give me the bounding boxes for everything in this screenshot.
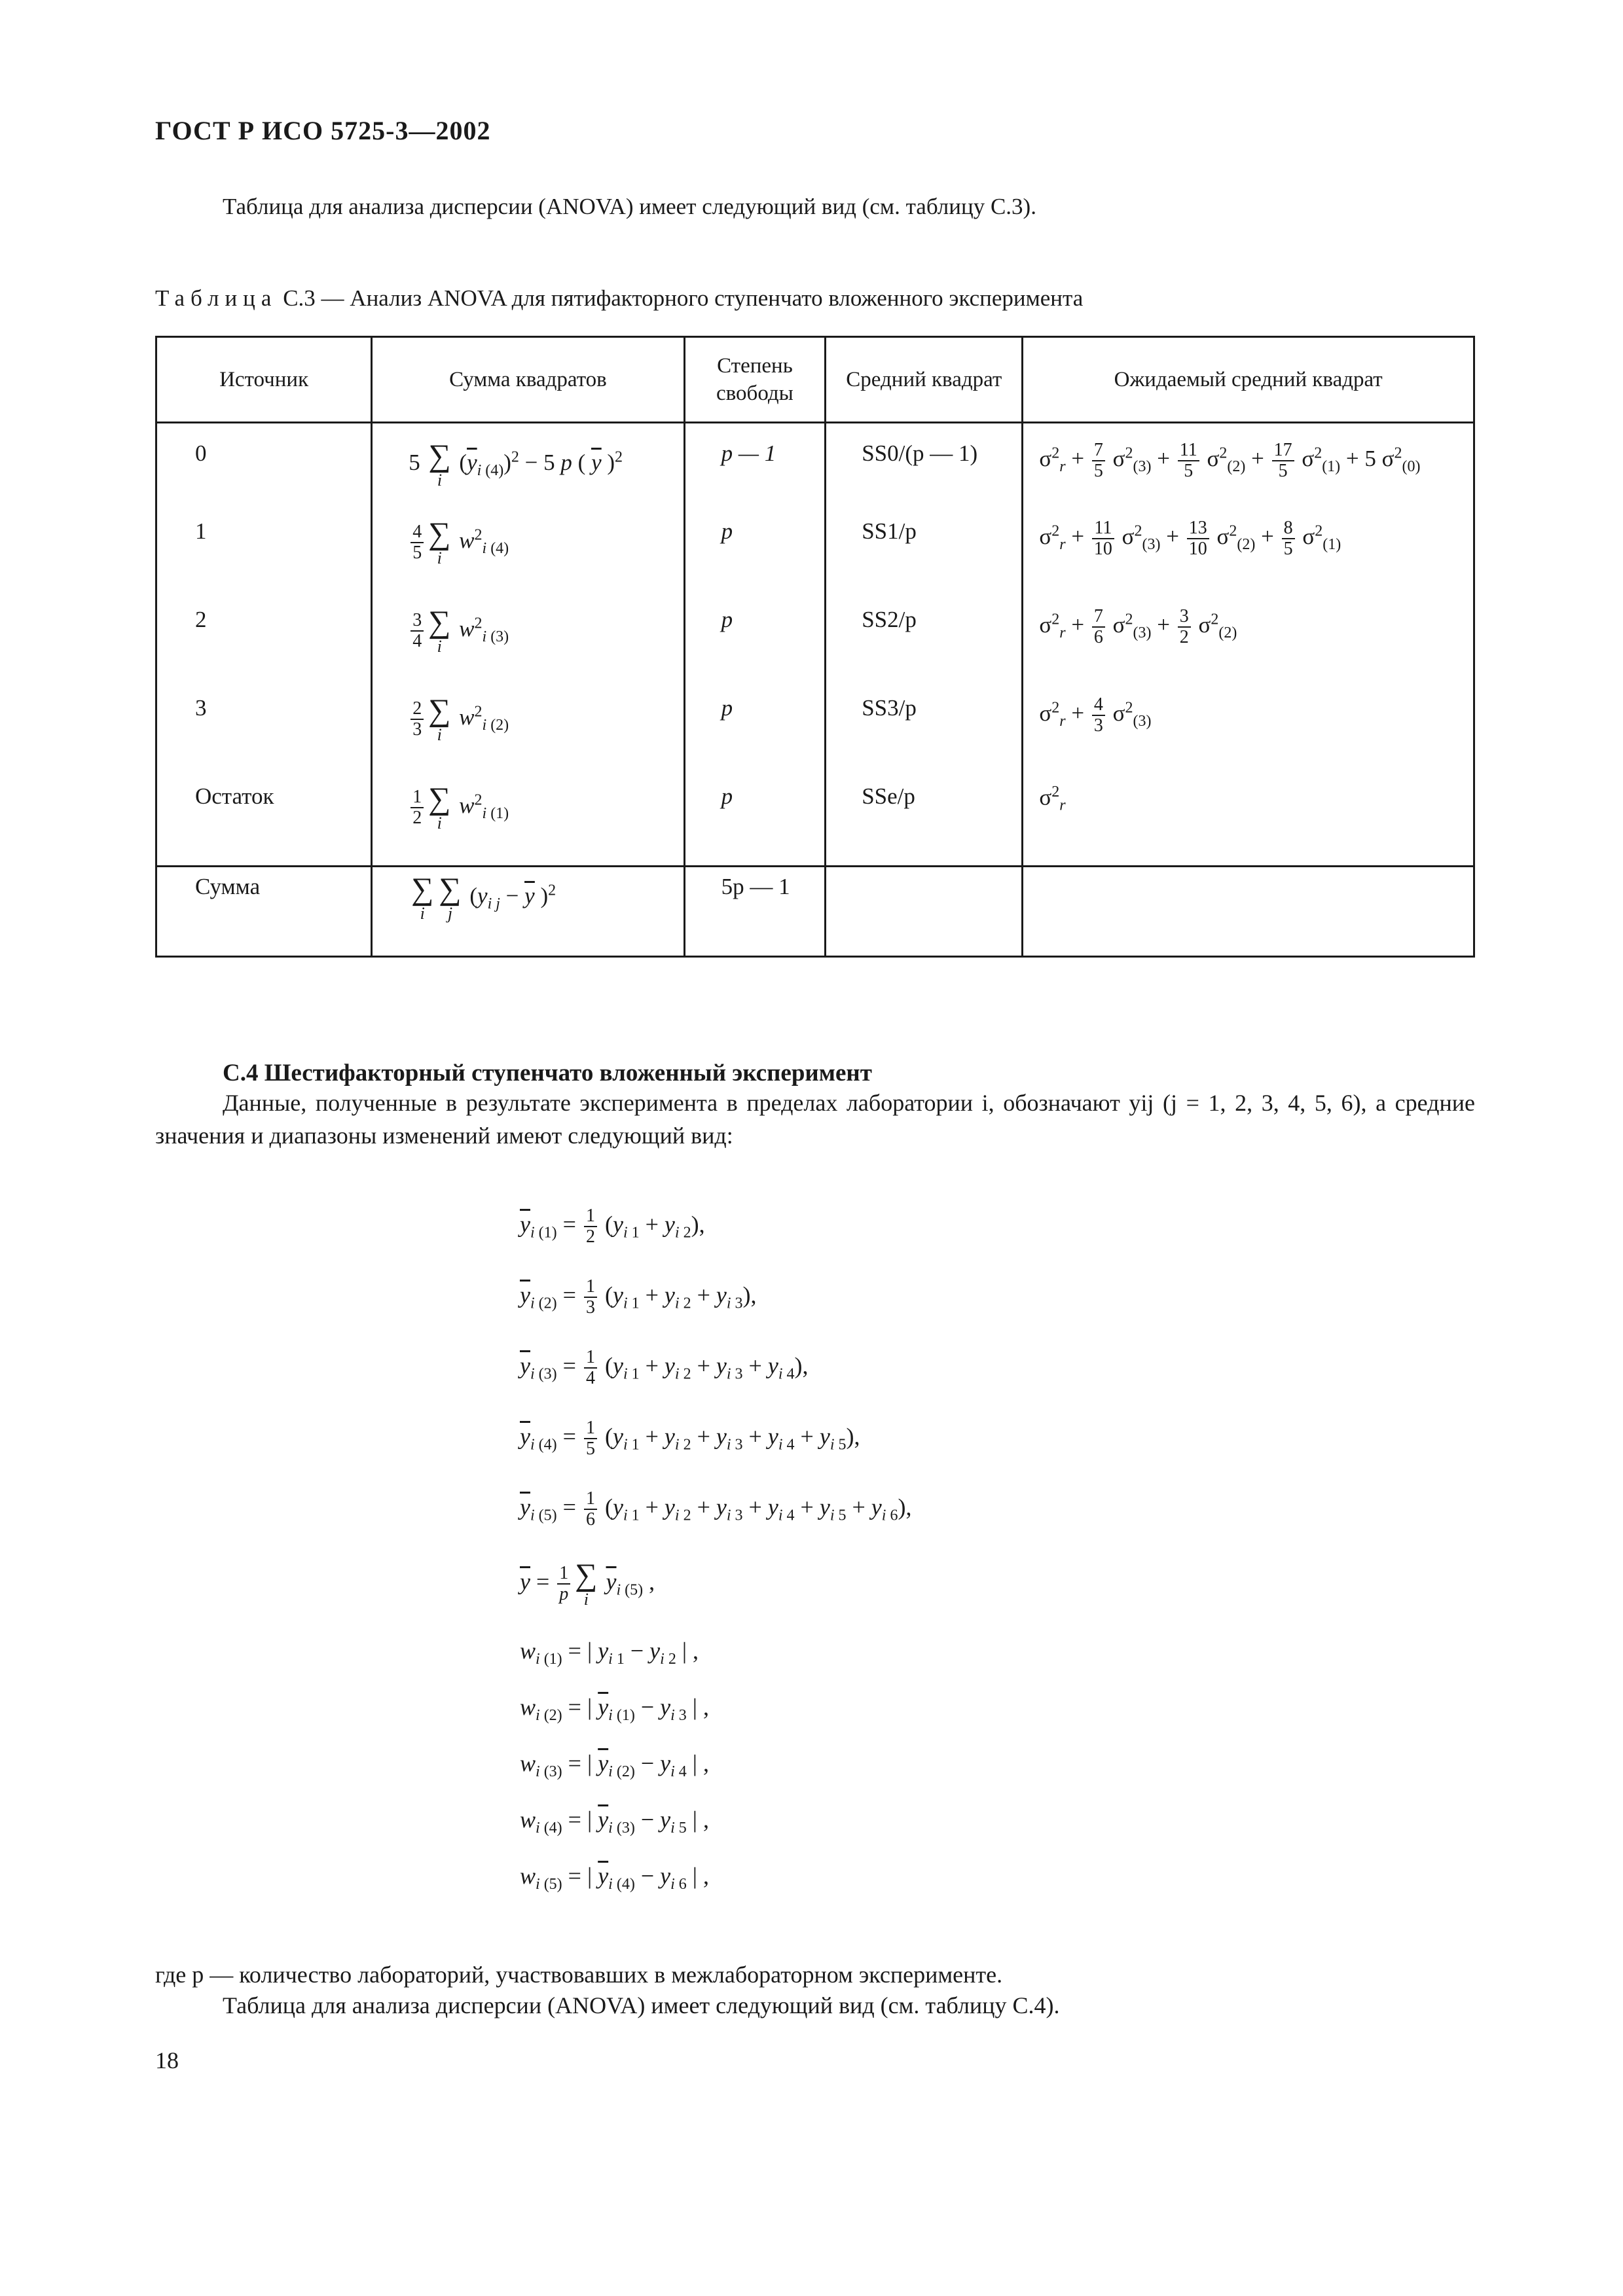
formula-grand-mean: y = $\frac{1}{p}$ ∑ i $\overline{y}_{i (5)}$ , (520, 1558, 655, 1609)
row-ms: SS0/(p — 1) (862, 440, 978, 466)
formula-mean-5: $\overline{y}_{i (5)}$ = $\frac{1}{6}$ $(y_{i 1} + y_{i 2} + y_{i 3} + y_{i 4} + y_{i 5} + y_{i 6})$, (520, 1488, 912, 1530)
row-source: 0 (195, 440, 207, 466)
row-source: 3 (195, 695, 207, 721)
formula-mean-2: $\overline{y}_{i (2)}$ = $\frac{1}{3}$ $(y_{i 1} + y_{i 2} + y_{i 3})$, (520, 1276, 757, 1318)
formula-mean-4: $\overline{y}_{i (4)}$ = $\frac{1}{5}$ $(y_{i 1} + y_{i 2} + y_{i 3} + y_{i 4} + y_{i 5})$, (520, 1418, 860, 1459)
table-row (156, 512, 1474, 600)
formula-range-4: $w_{i (4)}$ = | $\overline{y}_{i (3)} - y_{i 5}$ | , (520, 1806, 710, 1837)
row-df: p (721, 695, 733, 721)
page-number: 18 (155, 2047, 179, 2073)
expected-ms-formula: $\sigma^2_r$ + $\frac{7}{5}$ $\sigma^2_{(3)}$ + $\frac{11}{5}$ $\sigma^2_{(2)}$ + $\frac{17}{5}$ $\sigma^2_{(1)} + 5$ $\sigma^2_{(0)}$ (1039, 440, 1421, 481)
table-row (156, 777, 1474, 867)
table-total-row (156, 867, 1474, 957)
row-df: p (721, 607, 733, 632)
formula-mean-1: $\overline{y}_{i (1)}$ = $\frac{1}{2}$ $(y_{i 1} + y_{i 2})$, (520, 1206, 705, 1247)
expected-ms-formula: $\sigma^2_r$ + $\frac{4}{3}$ $\sigma^2_{(3)}$ (1039, 694, 1152, 736)
row-source: 2 (195, 607, 207, 632)
expected-ms-formula: $\sigma^2_r$ + $\frac{11}{10}$ $\sigma^2_{(3)}$ + $\frac{13}{10}$ $\sigma^2_{(2)}$ + $\frac{8}{5}$ $\sigma^2_{(1)}$ (1039, 518, 1341, 559)
row-df: p — 1 (721, 440, 776, 466)
formula-mean-3: $\overline{y}_{i (3)}$ = $\frac{1}{4}$ $(y_{i 1} + y_{i 2} + y_{i 3} + y_{i 4})$, (520, 1347, 809, 1388)
header-mean-square: Средний квадрат (826, 337, 1023, 423)
row-ms: SS2/p (862, 607, 917, 632)
formula-range-5: $w_{i (5)}$ = | $\overline{y}_{i (4)} - y_{i 6}$ | , (520, 1863, 710, 1893)
row-ms: SS3/p (862, 695, 917, 721)
formula-block (520, 1206, 911, 1918)
total-source: Сумма (195, 874, 261, 899)
intro-text: Таблица для анализа дисперсии (ANOVA) имеет следующий вид (см. таблицу С.3). (223, 194, 1036, 219)
header-source: Источник (156, 337, 372, 423)
sum-of-squares-formula: 5 ∑ i $(\overline{y}_{i (4)})^2 - 5$ p ( y )$^2$ (409, 439, 623, 490)
table-caption-text: С.3 — Анализ ANOVA для пятифакторного ступенчато вложенного эксперимента (277, 285, 1084, 311)
formula-range-1: $w_{i (1)}$ = | $y_{i 1} - y_{i 2}$ | , (520, 1638, 699, 1668)
row-source: 1 (195, 518, 207, 544)
sum-of-squares-formula: $\frac{1}{2}$ ∑ i $w^2_{i (1)}$ (373, 777, 683, 832)
header-degrees-of-freedom: Степень свободы (684, 337, 826, 423)
sum-of-squares-formula: $\frac{3}{4}$ ∑ i $w^2_{i (3)}$ (373, 600, 683, 655)
table-caption (155, 285, 1083, 312)
row-df: p (721, 783, 733, 809)
where-note: где p — количество лабораторий, участвовавших в межлабораторном эксперименте. (155, 1962, 1003, 1988)
next-table-intro: Таблица для анализа дисперсии (ANOVA) имеет следующий вид (см. таблицу С.4). (223, 1992, 1060, 2018)
total-df: 5p — 1 (721, 874, 790, 899)
table-caption-prefix: Таблица (155, 285, 278, 311)
formula-range-3: $w_{i (3)}$ = | $\overline{y}_{i (2)} - y_{i 4}$ | , (520, 1750, 710, 1781)
section-heading: С.4 Шестифакторный ступенчато вложенный эксперимент (223, 1060, 872, 1086)
table-row (156, 689, 1474, 777)
table-row (156, 600, 1474, 689)
header-sum-of-squares: Сумма квадратов (372, 337, 684, 423)
document-header: ГОСТ Р ИСО 5725-3—2002 (155, 116, 491, 145)
row-source: Остаток (195, 783, 274, 809)
section-paragraph: Данные, полученные в результате эксперимента в пределах лаборатории i, обозначают yij (j = 1, 2, 3, 4, 5, 6), а средние значения и диапазоны изменений имеют следующий вид: (155, 1090, 1475, 1149)
total-sum-of-squares-formula: ∑ i ∑ j ($y_{i j} - y$ )$^2$ (411, 872, 556, 923)
table-row (156, 423, 1474, 512)
row-ms: SSe/p (862, 783, 915, 809)
row-df: p (721, 518, 733, 544)
table-header-row (156, 337, 1474, 423)
sum-of-squares-formula: $\frac{4}{5}$ ∑ i $w^2_{i (4)}$ (373, 512, 683, 567)
sum-of-squares-formula: $\frac{2}{3}$ ∑ i $w^2_{i (2)}$ (373, 689, 683, 744)
formula-range-2: $w_{i (2)}$ = | $\overline{y}_{i (1)} - y_{i 3}$ | , (520, 1694, 710, 1725)
anova-table (155, 336, 1475, 958)
expected-ms-formula: $\sigma^2_r$ + $\frac{7}{6}$ $\sigma^2_{(3)}$ + $\frac{3}{2}$ $\sigma^2_{(2)}$ (1039, 606, 1237, 647)
row-ms: SS1/p (862, 518, 917, 544)
header-expected-mean-square: Ожидаемый средний квадрат (1023, 337, 1474, 423)
expected-ms-formula: $\sigma^2_r$ (1039, 783, 1066, 814)
